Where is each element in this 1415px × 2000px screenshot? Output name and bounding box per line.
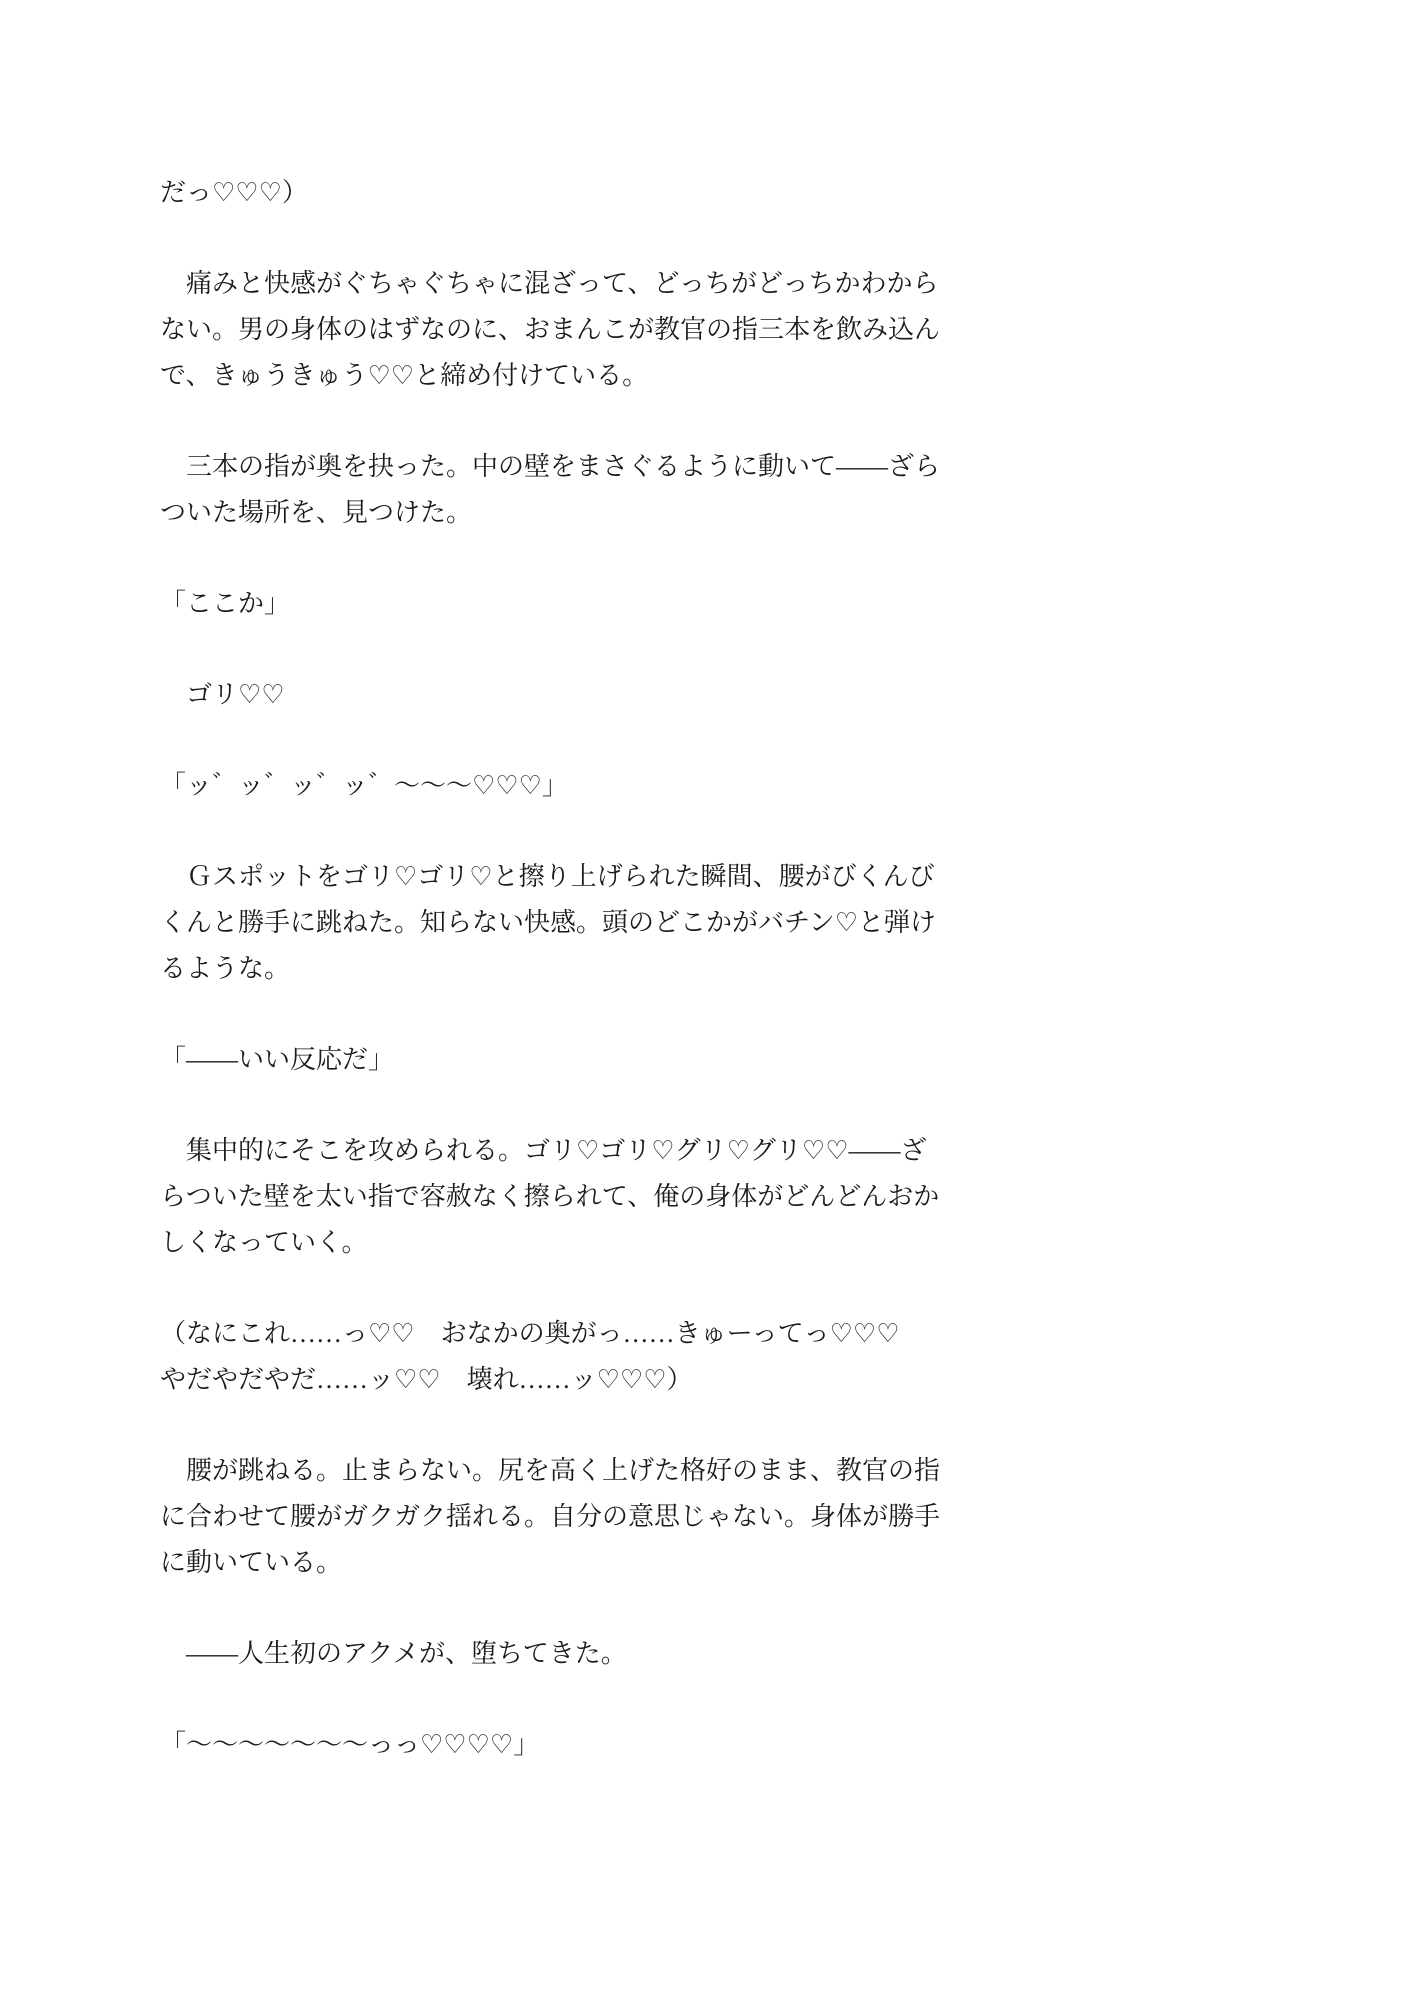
paragraph (160, 261, 980, 399)
text-line: しくなっていく。 (160, 1228, 368, 1257)
paragraph (160, 1037, 980, 1083)
text-line: ついた場所を、見つけた。 (160, 498, 473, 527)
paragraph (160, 581, 980, 627)
paragraph (160, 170, 980, 216)
text-line: るような。 (160, 954, 291, 983)
text-line: に動いている。 (160, 1548, 343, 1577)
text-line: （なにこれ……っ♡♡ おなかの奥がっ……きゅーってっ♡♡♡ (160, 1319, 900, 1348)
text-line: だっ♡♡♡） (160, 178, 308, 207)
text-line: 「ッ゛ッ゛ッ゛ッ゛〜〜〜♡♡♡」 (160, 771, 568, 800)
text-line: ——人生初のアクメが、堕ちてきた。 (160, 1639, 627, 1668)
paragraph (160, 672, 980, 718)
text-line: 腰が跳ねる。止まらない。尻を高く上げた格好のまま、教官の指 (160, 1456, 941, 1485)
text-line: らついた壁を太い指で容赦なく擦られて、俺の身体がどんどんおか (160, 1182, 940, 1211)
paragraph (160, 1722, 980, 1768)
paragraph (160, 1311, 980, 1403)
paragraph (160, 763, 980, 809)
text-content (160, 170, 980, 1768)
paragraph (160, 1448, 980, 1586)
text-line: ない。男の身体のはずなのに、おまんこが教官の指三本を飲み込ん (160, 315, 941, 344)
paragraph (160, 1631, 980, 1677)
paragraph (160, 1128, 980, 1266)
text-line: 集中的にそこを攻められる。ゴリ♡ゴリ♡グリ♡グリ♡♡——ざ (160, 1136, 927, 1165)
text-line: 三本の指が奥を抉った。中の壁をまさぐるように動いて——ざら (160, 452, 941, 481)
text-line: 「——いい反応だ」 (160, 1045, 395, 1074)
text-line: Ｇスポットをゴリ♡ゴリ♡と擦り上げられた瞬間、腰がびくんび (160, 862, 935, 891)
paragraph (160, 854, 980, 992)
text-line: に合わせて腰がガクガク揺れる。自分の意思じゃない。身体が勝手 (160, 1502, 941, 1531)
text-line: ゴリ♡♡ (160, 680, 285, 709)
text-line: 「ここか」 (160, 589, 291, 618)
text-line: 痛みと快感がぐちゃぐちゃに混ざって、どっちがどっちかわから (160, 269, 939, 298)
paragraph (160, 444, 980, 536)
text-line: 「〜〜〜〜〜〜〜っっ♡♡♡♡」 (160, 1730, 540, 1759)
text-line: で、きゅうきゅう♡♡と締め付けている。 (160, 361, 649, 390)
text-line: やだやだやだ……ッ♡♡ 壊れ……ッ♡♡♡） (160, 1365, 693, 1394)
text-line: くんと勝手に跳ねた。知らない快感。頭のどこかがバチン♡と弾け (160, 908, 937, 937)
